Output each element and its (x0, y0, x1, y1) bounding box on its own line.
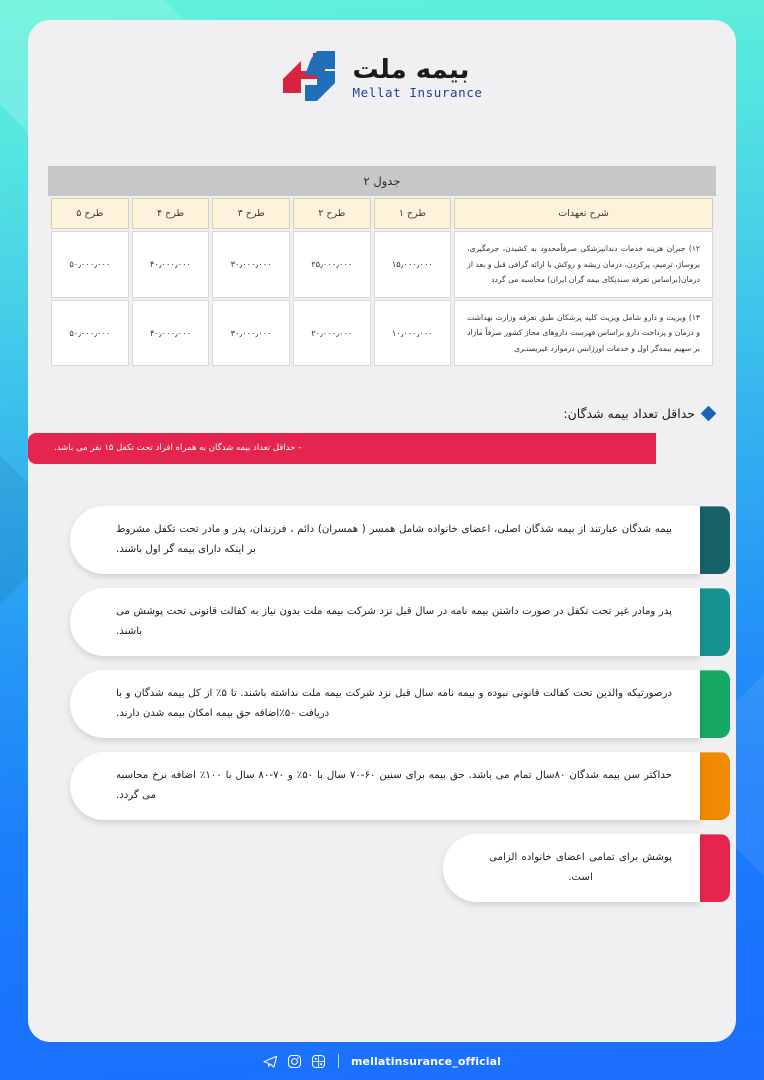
telegram-icon[interactable] (263, 1054, 278, 1069)
table-row (51, 300, 713, 367)
cell-plan-2: ۲۰٫۰۰۰٫۰۰۰ (293, 300, 371, 367)
footer-divider (338, 1054, 339, 1068)
column-header-plan-1: طرح ۱ (374, 198, 452, 229)
cell-plan-3: ۳۰٫۰۰۰٫۰۰۰ (212, 231, 290, 298)
callout-card (70, 670, 730, 738)
card-text: حداکثر سن بیمه شدگان ۸۰سال تمام می باشد. حق بیمه برای سنین ۶۰-۷۰ سال با ۵۰٪ و ۷۰-۸۰ سال با ۱۰۰٪ اضافه نرخ محاسبه می گردد. (116, 770, 672, 802)
card-body (443, 834, 700, 902)
section-heading-label: حداقل تعداد بیمه شدگان: (563, 406, 695, 422)
cell-plan-5: ۵۰٫۰۰۰٫۰۰۰ (51, 231, 129, 298)
cell-plan-4: ۴۰٫۰۰۰٫۰۰۰ (132, 231, 210, 298)
cell-description: ۱۳) ویزیت و دارو شامل ویزیت کلیه پزشکان طبق تعرفه وزارت بهداشت و درمان و پرداخت دارو براساس فهرست داروهای مجاز کشور صرفاً مازاد بر سهیم بیمه‌گر اول و خدمات اورژانس درموارد غیربستـری (454, 300, 713, 367)
card-body (70, 506, 700, 574)
cell-plan-2: ۲۵٫۰۰۰٫۰۰۰ (293, 231, 371, 298)
bale-icon[interactable] (311, 1054, 326, 1069)
card-body (70, 588, 700, 656)
instagram-icon[interactable] (287, 1054, 302, 1069)
column-header-plan-2: طرح ۲ (293, 198, 371, 229)
callout-card (70, 752, 730, 820)
callout-card (70, 834, 730, 902)
diamond-bullet-icon (701, 406, 717, 422)
cell-plan-4: ۴۰٫۰۰۰٫۰۰۰ (132, 300, 210, 367)
cell-description: ۱۲) جبران هزینه خدمات دندانپزشکی صرفاًمحدود به کشیدن، جرمگیری، بروساژ، ترمیم، پرکردن، درمان ریشه و روکش با ارائه گرافی قبل و بعد از درمان(براساس تعرفه سندیکای بیمه گران ایران) محاسبه می گردد (454, 231, 713, 298)
social-handle: mellatinsurance_official (350, 1054, 502, 1068)
callout-card-list (28, 506, 736, 902)
minimum-insured-banner: - حداقل تعداد بیمه شدگان به همراه افراد تحت تکفل ۱۵ نفر می باشد. (28, 433, 656, 464)
column-header-plan-4: طرح ۴ (132, 198, 210, 229)
brand-wordmark (352, 54, 483, 100)
column-header-plan-3: طرح ۳ (212, 198, 290, 229)
content-sheet (28, 20, 736, 1042)
callout-card (70, 588, 730, 656)
card-text: درصورتیکه والدین تحت کفالت قانونی نبوده و بیمه نامه سال قبل نزد شرکت بیمه ملت نداشته باشند. تا ۵٪ از کل بیمه شدگان و با دریافت ۵۰٪اضافه حق بیمه امکان بیمه شدن دارند. (116, 688, 672, 720)
mellat-logo-icon (281, 49, 343, 107)
footer-bar (0, 1042, 764, 1080)
brand-name-fa: بیمه ملت (352, 54, 470, 85)
callout-card (70, 506, 730, 574)
benefits-table-wrapper (48, 166, 716, 368)
card-text: بیمه شدگان عبارتند از بیمه شدگان اصلی، اعضای خانواده شامل همسر ( همسران) دائم ، فرزندان، پدر و مادر تحت تکفل مشروط بر اینکه دارای بیمه گر اول باشند. (116, 524, 672, 556)
card-text: پوشش برای تمامی اعضای خانواده الزامی است. (489, 852, 672, 884)
card-body (70, 752, 700, 820)
column-header-description: شرح تعهدات (454, 198, 713, 229)
section-heading (50, 406, 714, 421)
brand-logo (277, 42, 487, 114)
cell-plan-3: ۳۰٫۰۰۰٫۰۰۰ (212, 300, 290, 367)
column-header-plan-5: طرح ۵ (51, 198, 129, 229)
card-text: پدر ومادر غیر تحت تکفل در صورت داشتن بیمه نامه در سال قبل نزد شرکت بیمه ملت بدون نیاز به کفالت قانونی تحت پوشش می باشند. (116, 606, 672, 638)
benefits-table (48, 166, 716, 368)
table-header-row (51, 198, 713, 229)
cell-plan-5: ۵۰٫۰۰۰٫۰۰۰ (51, 300, 129, 367)
card-body (70, 670, 700, 738)
table-caption: جدول ۲ (48, 166, 716, 196)
cell-plan-1: ۱۰٫۰۰۰٫۰۰۰ (374, 300, 452, 367)
table-row (51, 231, 713, 298)
brand-name-en: Mellat Insurance (352, 84, 483, 100)
cell-plan-1: ۱۵٫۰۰۰٫۰۰۰ (374, 231, 452, 298)
